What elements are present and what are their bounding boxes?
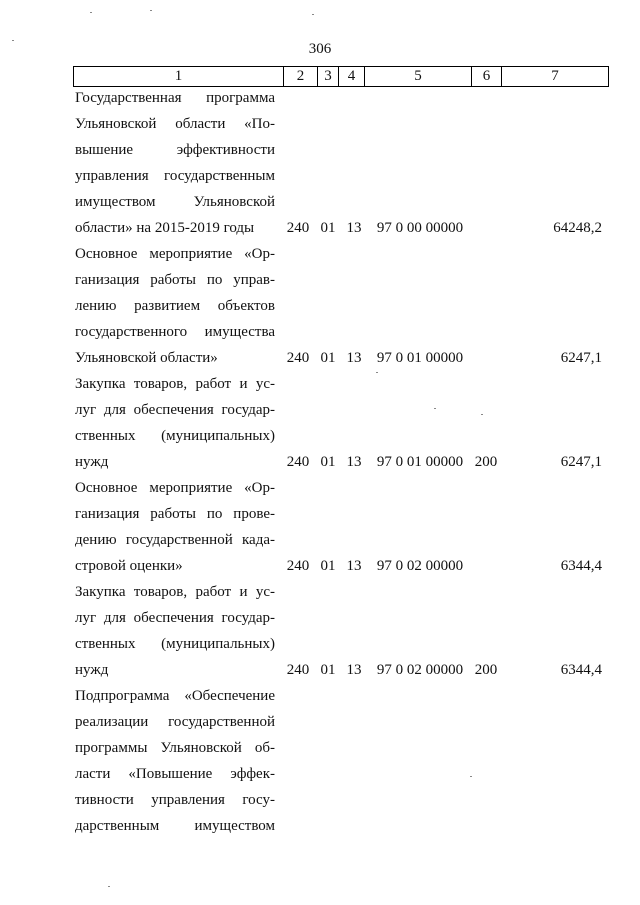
description-line: тивности управления госу- [75,792,275,808]
page-number: 306 [308,41,332,57]
description-line: Государственная программа [75,90,275,106]
description-line: ганизация работы по прове- [75,506,275,522]
description-line: дению государственной када- [75,532,275,548]
section-code: 01 [320,558,336,574]
scan-speck [434,408,436,409]
description-line: стровой оценки» [75,558,183,574]
ministry-code: 240 [286,662,310,678]
scan-speck [108,886,110,887]
subsection-code: 13 [346,558,362,574]
column-header-4: 4 [339,67,365,87]
description-line: Основное мероприятие «Ор- [75,246,275,262]
section-code: 01 [320,662,336,678]
scan-speck [12,40,14,41]
description-line: вышение эффективности [75,142,275,158]
column-header-row [74,67,609,87]
subsection-code: 13 [346,662,362,678]
amount: 6247,1 [560,454,602,470]
description-line: программы Ульяновской об- [75,740,275,756]
amount: 6344,4 [560,662,602,678]
description-line: нужд [75,662,109,678]
description-line: Ульяновской области «По- [75,116,275,132]
target-article-code: 97 0 01 00000 [376,350,464,366]
description-line: ственных (муниципальных) [75,428,275,444]
scan-speck [481,414,483,415]
row-description [75,579,275,683]
description-line: реализации государственной [75,714,275,730]
expense-type-code: 200 [474,454,498,470]
scan-speck [470,776,472,777]
description-line: нужд [75,454,109,470]
description-line: государственного имущества [75,324,275,340]
amount: 6344,4 [560,558,602,574]
description-line: ственных (муниципальных) [75,636,275,652]
ministry-code: 240 [286,558,310,574]
target-article-code: 97 0 00 00000 [376,220,464,236]
scan-speck [150,10,152,11]
scan-speck [376,372,378,373]
section-code: 01 [320,454,336,470]
description-line: имуществом Ульяновской [75,194,275,210]
row-description [75,475,275,579]
row-description [75,85,275,241]
row-description [75,371,275,475]
target-article-code: 97 0 02 00000 [376,558,464,574]
column-header-table [73,66,609,87]
description-line: ганизация работы по управ- [75,272,275,288]
subsection-code: 13 [346,454,362,470]
target-article-code: 97 0 02 00000 [376,662,464,678]
description-line: Закупка товаров, работ и ус- [75,376,275,392]
column-header-2: 2 [284,67,318,87]
description-line: управления государственным [75,168,275,184]
column-header-6: 6 [472,67,502,87]
section-code: 01 [320,350,336,366]
description-line: Ульяновской области» [75,350,218,366]
ministry-code: 240 [286,454,310,470]
description-line: дарственным имуществом [75,818,275,834]
column-header-1: 1 [74,67,284,87]
description-line: луг для обеспечения государ- [75,610,275,626]
target-article-code: 97 0 01 00000 [376,454,464,470]
scan-speck [312,14,314,15]
subsection-code: 13 [346,220,362,236]
description-line: ласти «Повышение эффек- [75,766,275,782]
row-description [75,241,275,371]
ministry-code: 240 [286,350,310,366]
subsection-code: 13 [346,350,362,366]
section-code: 01 [320,220,336,236]
description-line: лению развитием объектов [75,298,275,314]
description-line: Основное мероприятие «Ор- [75,480,275,496]
scan-speck [90,12,92,13]
expense-type-code: 200 [474,662,498,678]
column-header-3: 3 [318,67,339,87]
description-line: Подпрограмма «Обеспечение [75,688,275,704]
column-header-7: 7 [502,67,609,87]
description-line: области» на 2015-2019 годы [75,220,255,236]
row-description [75,683,275,839]
amount: 64248,2 [553,220,602,236]
description-line: Закупка товаров, работ и ус- [75,584,275,600]
ministry-code: 240 [286,220,310,236]
column-header-5: 5 [365,67,472,87]
description-line: луг для обеспечения государ- [75,402,275,418]
amount: 6247,1 [560,350,602,366]
